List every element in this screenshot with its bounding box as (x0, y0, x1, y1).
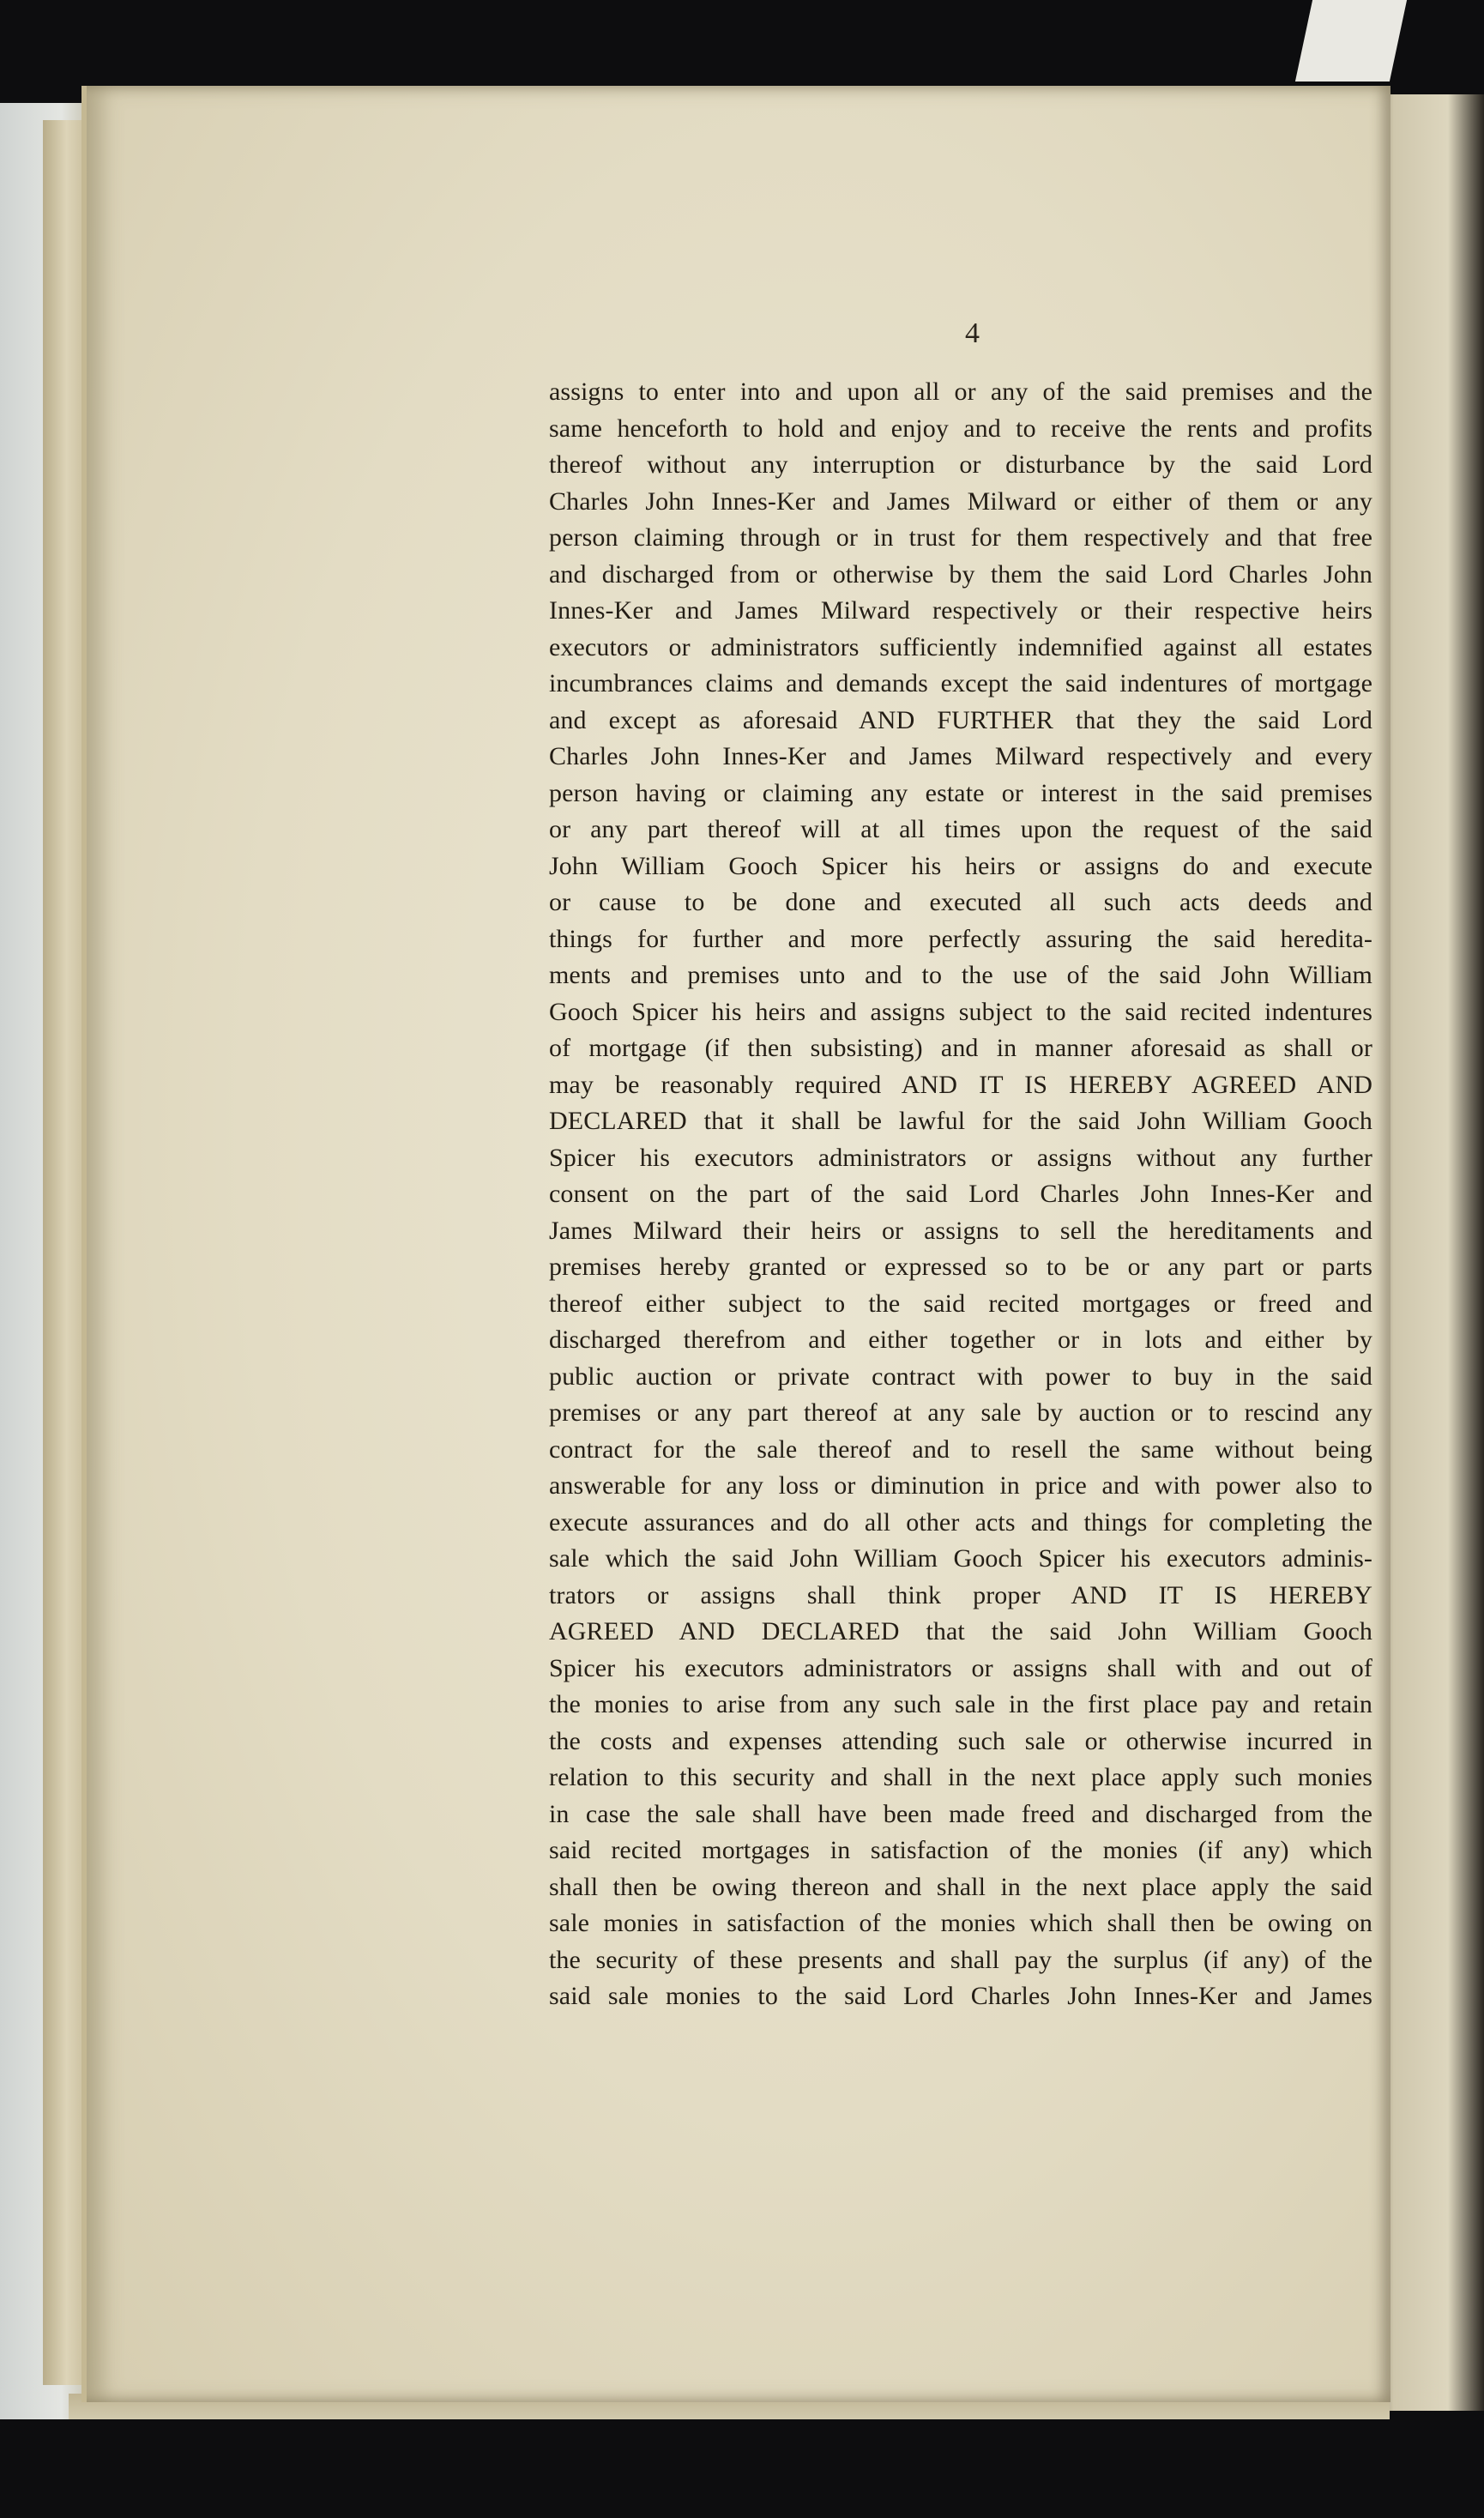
text-line: answerable for any loss or diminution in price and with power also to (549, 1471, 1372, 1500)
text-line: DECLARED that it shall be lawful for the said John William Gooch (549, 1107, 1372, 1135)
text-line: Gooch Spicer his heirs and assigns subject to the said recited indentures (549, 997, 1372, 1026)
text-line: person claiming through or in trust for them respectively and that free (549, 523, 1372, 552)
text-line: premises hereby granted or expressed so to be or any part or parts (549, 1253, 1372, 1281)
text-line: and discharged from or otherwise by them the said Lord Charles John (549, 559, 1372, 589)
text-line: James Milward their heirs or assigns to sell the hereditaments and (549, 1216, 1372, 1245)
text-line: or any part thereof will at all times upon the request of the said (549, 815, 1372, 843)
text-line: execute assurances and do all other acts and things for completing the (549, 1507, 1372, 1537)
page-number: 4 (965, 317, 980, 349)
text-line: in case the sale shall have been made freed and discharged from the (549, 1799, 1372, 1828)
text-line: AGREED AND DECLARED that the said John William Gooch (549, 1617, 1372, 1645)
text-line: person having or claiming any estate or interest in the said premises (549, 778, 1372, 807)
text-line: Charles John Innes-Ker and James Milward or either of them or any (549, 486, 1372, 516)
text-line: thereof either subject to the said recited mortgages or freed and (549, 1289, 1372, 1318)
text-line: said sale monies to the said Lord Charles John Innes-Ker and James (549, 1982, 1372, 2010)
text-line: consent on the part of the said Lord Charles John Innes-Ker and (549, 1180, 1372, 1208)
text-line: John William Gooch Spicer his heirs or assigns do and execute (549, 851, 1372, 880)
text-line: executors or administrators sufficiently indemnified against all estates (549, 632, 1372, 661)
text-line: things for further and more perfectly assuring the said heredita- (549, 924, 1372, 953)
paper-slip (1295, 0, 1407, 82)
text-line: sale monies in satisfaction of the monies which shall then be owing on (549, 1909, 1372, 1937)
text-line: of mortgage (if then subsisting) and in manner aforesaid as shall or (549, 1034, 1372, 1062)
text-line: said recited mortgages in satisfaction of the monies (if any) which (549, 1836, 1372, 1864)
text-line: trators or assigns shall think proper AND IT IS HEREBY (549, 1580, 1372, 1609)
text-line: or cause to be done and executed all such acts deeds and (549, 888, 1372, 916)
text-line: incumbrances claims and demands except the said indentures of mortgage (549, 669, 1372, 697)
text-line: and except as aforesaid AND FURTHER that they the said Lord (549, 705, 1372, 734)
text-line: Innes-Ker and James Milward respectively or their respective heirs (549, 596, 1372, 625)
text-line: assigns to enter into and upon all or any of the said premises and the (549, 377, 1372, 406)
text-line: contract for the sale thereof and to resell the same without being (549, 1434, 1372, 1464)
text-line: relation to this security and shall in the next place apply such monies (549, 1763, 1372, 1791)
body-text (549, 374, 1372, 2015)
text-line: Spicer his executors administrators or assigns shall with and out of (549, 1653, 1372, 1682)
text-line: public auction or private contract with power to buy in the said (549, 1362, 1372, 1391)
text-line: shall then be owing thereon and shall in the next place apply the said (549, 1872, 1372, 1901)
text-line: premises or any part thereof at any sale by auction or to rescind any (549, 1398, 1372, 1427)
text-line: ments and premises unto and to the use of the said John William (549, 961, 1372, 989)
text-line: the security of these presents and shall pay the surplus (if any) of the (549, 1945, 1372, 1974)
text-line: may be reasonably required AND IT IS HEREBY AGREED AND (549, 1070, 1372, 1099)
text-line: the monies to arise from any such sale in the first place pay and retain (549, 1690, 1372, 1718)
text-line: thereof without any interruption or disturbance by the said Lord (549, 450, 1372, 479)
text-line: Charles John Innes-Ker and James Milward respectively and every (549, 742, 1372, 770)
text-line: discharged therefrom and either together or in lots and either by (549, 1325, 1372, 1354)
text-line: the costs and expenses attending such sale or otherwise incurred in (549, 1726, 1372, 1755)
text-line: Spicer his executors administrators or assigns without any further (549, 1143, 1372, 1172)
text-line: sale which the said John William Gooch Spicer his executors adminis- (549, 1544, 1372, 1573)
text-line: same henceforth to hold and enjoy and to receive the rents and profits (549, 414, 1372, 443)
